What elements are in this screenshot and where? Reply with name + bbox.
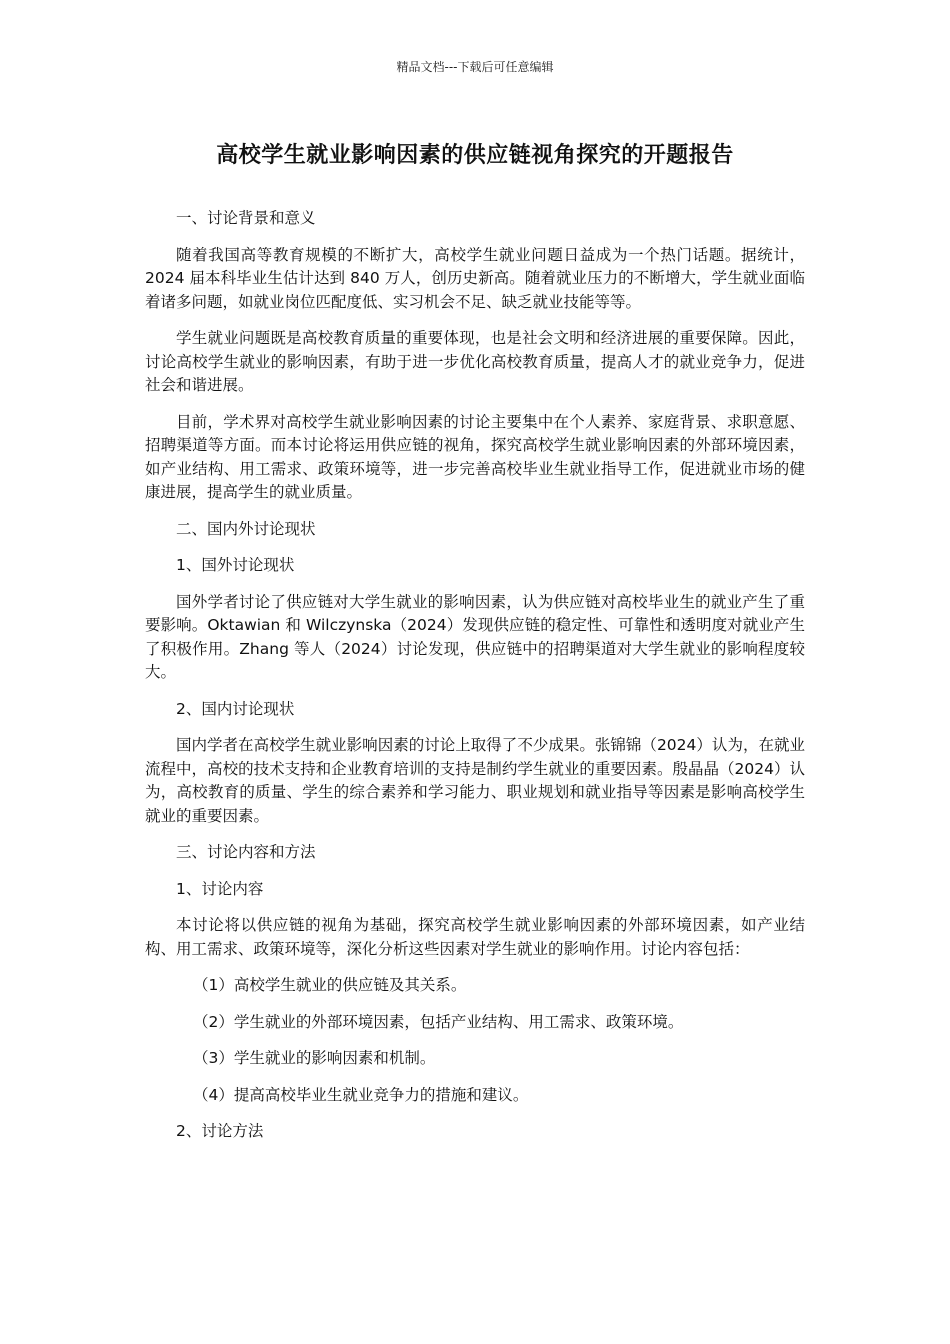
subsection-heading-content: 1、讨论内容 bbox=[176, 879, 264, 898]
paragraph: 国外学者讨论了供应链对大学生就业的影响因素，认为供应链对高校毕业生的就业产生了重要影响。Oktawian 和 Wilczynska（2024）发现供应链的稳定性、可靠性和透明度对就业产生了积极作用。Zhang 等人（2024）讨论发现，供应链中的招聘渠道对大学生就业的影响程度较大。 bbox=[145, 592, 805, 681]
subsection-heading-domestic: 2、国内讨论现状 bbox=[176, 699, 295, 718]
paragraph: 目前，学术界对高校学生就业影响因素的讨论主要集中在个人素养、家庭背景、求职意愿、招聘渠道等方面。而本讨论将运用供应链的视角，探究高校学生就业影响因素的外部环境因素，如产业结构、用工需求、政策环境等，进一步完善高校毕业生就业指导工作，促进就业市场的健康进展，提高学生的就业质量。 bbox=[145, 412, 805, 501]
paragraph: 国内学者在高校学生就业影响因素的讨论上取得了不少成果。张锦锦（2024）认为，在就业流程中，高校的技术支持和企业教育培训的支持是制约学生就业的重要因素。殷晶晶（2024）认为，高校教育的质量、学生的综合素养和学习能力、职业规划和就业指导等因素是影响高校学生就业的重要因素。 bbox=[145, 736, 805, 825]
paragraph: 随着我国高等教育规模的不断扩大，高校学生就业问题日益成为一个热门话题。据统计，2024 届本科毕业生估计达到 840 万人，创历史新高。随着就业压力的不断增大，学生就业面临着诸多问题，如就业岗位匹配度低、实习机会不足、缺乏就业技能等等。 bbox=[145, 245, 805, 311]
list-item: （3）学生就业的影响因素和机制。 bbox=[193, 1049, 436, 1067]
paragraph: 本讨论将以供应链的视角为基础，探究高校学生就业影响因素的外部环境因素，如产业结构、用工需求、政策环境等，深化分析这些因素对学生就业的影响作用。讨论内容包括： bbox=[145, 916, 805, 958]
section-heading-research-status: 二、国内外讨论现状 bbox=[176, 519, 316, 538]
subsection-heading-methods: 2、讨论方法 bbox=[176, 1122, 264, 1140]
document-title: 高校学生就业影响因素的供应链视角探究的开题报告 bbox=[216, 143, 734, 168]
header-note: 精品文档---下载后可任意编辑 bbox=[396, 60, 554, 74]
list-item: （2）学生就业的外部环境因素，包括产业结构、用工需求、政策环境。 bbox=[193, 1012, 684, 1031]
paragraph: 学生就业问题既是高校教育质量的重要体现，也是社会文明和经济进展的重要保障。因此，讨论高校学生就业的影响因素，有助于进一步优化高校教育质量，提高人才的就业竞争力，促进社会和谐进展。 bbox=[145, 329, 805, 394]
document-body bbox=[145, 207, 805, 1157]
subsection-heading-foreign: 1、国外讨论现状 bbox=[176, 556, 295, 574]
section-heading-background: 一、讨论背景和意义 bbox=[176, 209, 316, 227]
list-item: （1）高校学生就业的供应链及其关系。 bbox=[193, 976, 467, 994]
section-heading-content-methods: 三、讨论内容和方法 bbox=[176, 843, 316, 861]
list-item: （4）提高高校毕业生就业竞争力的措施和建议。 bbox=[193, 1085, 529, 1104]
